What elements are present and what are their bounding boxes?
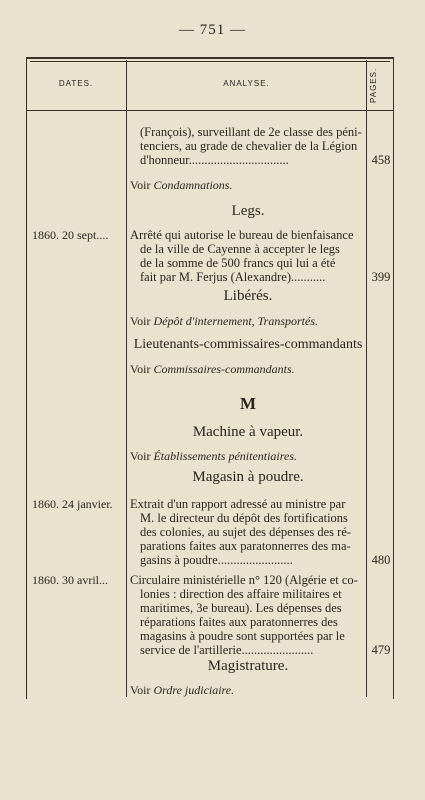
entry-line: de la somme de 500 francs qui lui a été bbox=[140, 256, 336, 270]
entry-line: réparations faites aux paratonnerres des bbox=[140, 615, 338, 629]
section-heading: Legs. bbox=[231, 203, 265, 219]
entry-line: de la ville de Cayenne à accepter le legs bbox=[140, 242, 340, 256]
entry-line: maritimes, 3e bureau). Les dépenses des bbox=[140, 601, 342, 615]
entry-line: M. le directeur du dépôt des fortifications bbox=[140, 511, 348, 525]
see-also-text: Voir Condamnations. bbox=[130, 178, 233, 192]
entry-line: Extrait d'un rapport adressé au ministre par bbox=[130, 497, 346, 511]
page-ref: 480 bbox=[371, 553, 391, 567]
see-also-text: Voir Établissements pénitentiaires. bbox=[130, 449, 297, 463]
see-also-text: Voir Ordre judiciaire. bbox=[130, 683, 235, 697]
header-pages: PAGES. bbox=[369, 67, 378, 103]
see-also-text: Voir Dépôt d'internement, Transportés. bbox=[130, 314, 319, 328]
entry-text bbox=[130, 573, 364, 657]
header-dates: DATES. bbox=[58, 79, 94, 88]
entry-line: lonies : direction des affaire militaires et bbox=[140, 587, 342, 601]
entry-line: Arrêté qui autorise le bureau de bienfaisance bbox=[130, 228, 354, 242]
entry-text bbox=[130, 228, 364, 284]
page-number: — 751 — bbox=[179, 22, 246, 38]
entry-line: magasins à poudre sont supportées par le bbox=[140, 629, 345, 643]
header-analyse: ANALYSE. bbox=[223, 79, 270, 88]
entry-date: 1860. 24 janvier. bbox=[32, 497, 113, 511]
entry-line: parations faites aux paratonnerres des ma- bbox=[140, 539, 351, 553]
entry-text bbox=[130, 125, 364, 167]
entry-line: d'honneur................................ bbox=[140, 153, 289, 167]
entry-line: des colonies, au sujet des dépenses des ré- bbox=[140, 525, 352, 539]
entry-line: gasins à poudre........................ bbox=[140, 553, 293, 567]
section-heading: Lieutenants-commissaires-commandants bbox=[133, 337, 363, 352]
section-heading: Libérés. bbox=[223, 288, 273, 304]
section-letter: M bbox=[239, 394, 257, 413]
entry-line: service de l'artillerie....................... bbox=[140, 643, 314, 657]
section-heading: Magistrature. bbox=[207, 658, 289, 674]
section-heading: Magasin à poudre. bbox=[192, 469, 304, 485]
entry-line: (François), surveillant de 2e classe des péni- bbox=[140, 125, 362, 139]
entry-line: Circulaire ministérielle n° 120 (Algérie et co- bbox=[130, 573, 358, 587]
see-also-text: Voir Commissaires-commandants. bbox=[130, 362, 295, 376]
page-ref: 458 bbox=[371, 153, 391, 167]
entry-line: tenciers, au grade de chevalier de la Légion bbox=[140, 139, 358, 153]
page-ref: 399 bbox=[371, 270, 391, 284]
entry-text bbox=[130, 497, 364, 567]
entry-date: 1860. 20 sept.... bbox=[32, 228, 109, 242]
dates-column-rule bbox=[126, 60, 127, 697]
entry-line: fait par M. Ferjus (Alexandre)........... bbox=[140, 270, 326, 284]
header-rule bbox=[26, 110, 394, 111]
page-ref: 479 bbox=[371, 643, 391, 657]
section-heading: Machine à vapeur. bbox=[192, 424, 304, 440]
entry-date: 1860. 30 avril... bbox=[32, 573, 108, 587]
